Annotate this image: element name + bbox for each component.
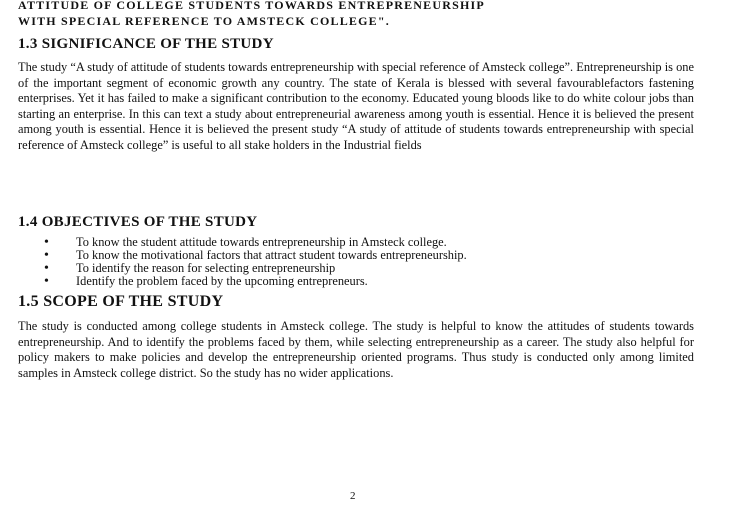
objective-item: • Identify the problem faced by the upcoming entrepreneurs. xyxy=(44,275,467,288)
section-heading-objectives: 1.4 OBJECTIVES OF THE STUDY xyxy=(18,214,258,230)
objective-item: • To identify the reason for selecting entrepreneurship xyxy=(44,262,467,275)
significance-paragraph: The study “A study of attitude of students towards entrepreneurship with special reference of Amsteck college”. Entrepreneurship is one of the important segment of economic growth any country. The state of Kerala is blessed with several favourablefactors fastening enterprises. Yet it has failed to make a significant contribution to the economy. Educated young bloods like to do white colour jobs than starting an enterprise. In this can text a study about entrepreneurial awareness among youth is essential. Hence it is believed the present among youth is essential. Hence it is believed the present study “A study of attitude of students towards entrepreneurship with special reference of Amsteck college” is useful to all stake holders in the Industrial fields xyxy=(18,60,694,152)
objectives-list xyxy=(44,236,467,288)
section-heading-scope: 1.5 SCOPE OF THE STUDY xyxy=(18,293,224,310)
title-line-2: WITH SPECIAL REFERENCE TO AMSTECK COLLEGE". xyxy=(18,14,390,28)
objective-item: • To know the motivational factors that attract student towards entrepreneurship. xyxy=(44,249,467,262)
title-line-1: ATTITUDE OF COLLEGE STUDENTS TOWARDS ENTREPRENEURSHIP xyxy=(18,0,485,12)
page-number: 2 xyxy=(350,490,356,502)
scope-paragraph: The study is conducted among college students in Amsteck college. The study is helpful to know the attitudes of students towards entrepreneurship. And to identify the problems faced by them, while selecting entrepreneurship as a career. The study also helpful for policy makers to make policies and develop the entrepreneurship oriented programs. Thus study is conducted only among limited samples in Amsteck college district. So the study has no wider applications. xyxy=(18,319,694,380)
objective-item: • To know the student attitude towards entrepreneurship in Amsteck college. xyxy=(44,236,467,249)
section-heading-significance: 1.3 SIGNIFICANCE OF THE STUDY xyxy=(18,36,274,52)
